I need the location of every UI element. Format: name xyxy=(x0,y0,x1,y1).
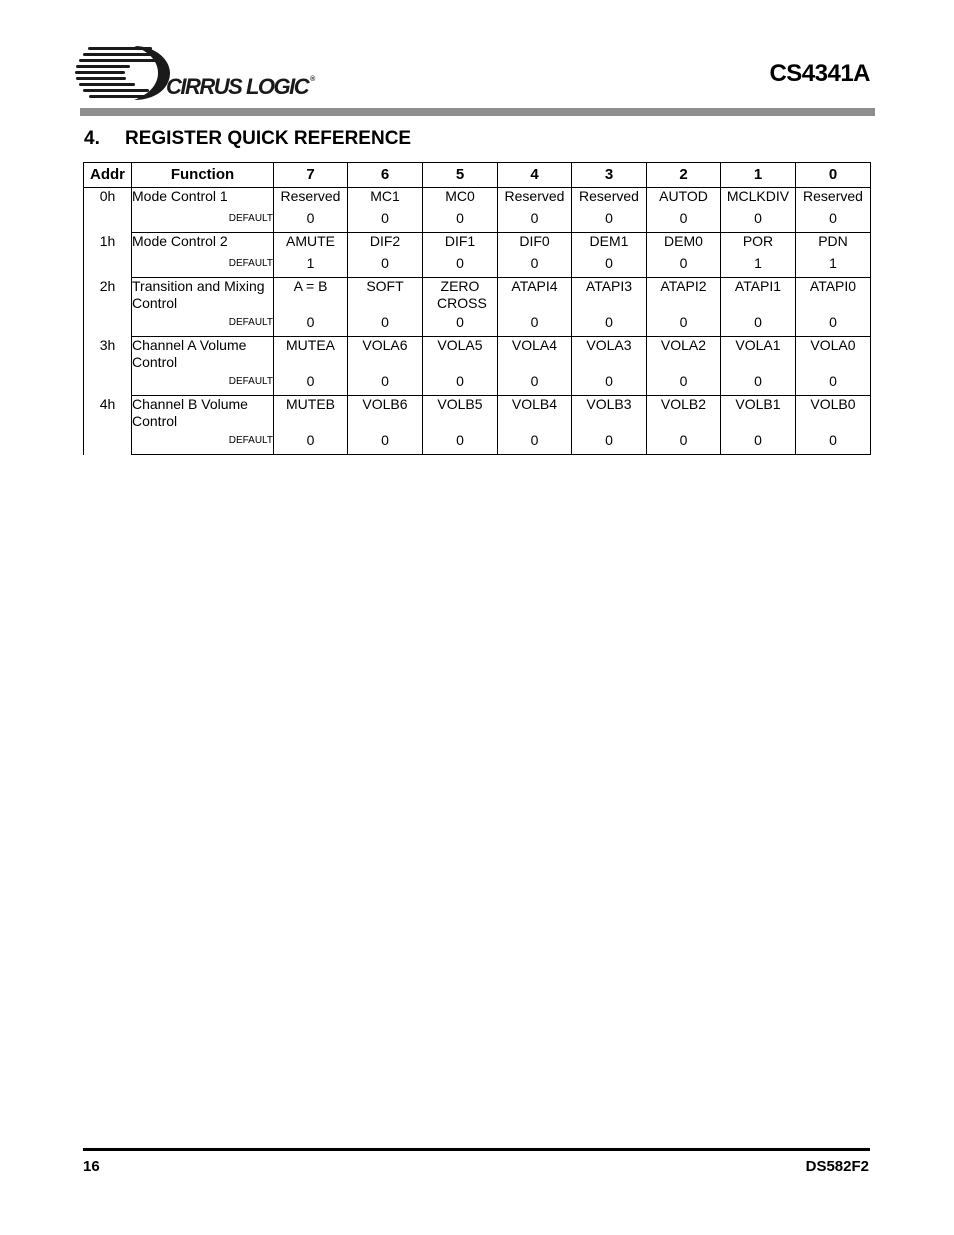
default-value: 0 xyxy=(274,432,348,455)
bit-name: DEM0 xyxy=(647,233,721,256)
register-function: Channel B Volume Control xyxy=(132,396,274,433)
bit-name: DIF0 xyxy=(498,233,572,256)
bit-name: VOLA1 xyxy=(721,337,796,374)
default-value: 0 xyxy=(423,432,498,455)
default-value: 0 xyxy=(348,314,423,337)
page-number: 16 xyxy=(83,1158,100,1175)
default-row xyxy=(84,373,871,396)
default-row xyxy=(84,255,871,278)
default-row xyxy=(84,432,871,455)
bit-name: VOLA4 xyxy=(498,337,572,374)
default-label: DEFAULT xyxy=(132,314,274,337)
bit-name: VOLB0 xyxy=(796,396,871,433)
default-label: DEFAULT xyxy=(132,432,274,455)
bit-name: ZERO CROSS xyxy=(423,278,498,315)
bit-name: AMUTE xyxy=(274,233,348,256)
bit-name: DIF1 xyxy=(423,233,498,256)
footer-rule xyxy=(83,1148,870,1151)
default-value: 0 xyxy=(796,432,871,455)
default-value: 1 xyxy=(721,255,796,278)
register-row xyxy=(84,278,871,315)
header-bit-5: 5 xyxy=(423,163,498,188)
default-value: 1 xyxy=(274,255,348,278)
default-value: 0 xyxy=(796,314,871,337)
default-label: DEFAULT xyxy=(132,210,274,233)
header-bit-0: 0 xyxy=(796,163,871,188)
default-value: 0 xyxy=(721,210,796,233)
default-value: 0 xyxy=(647,432,721,455)
default-value: 0 xyxy=(348,432,423,455)
default-value: 0 xyxy=(721,373,796,396)
bit-name: VOLB2 xyxy=(647,396,721,433)
bit-name: VOLB1 xyxy=(721,396,796,433)
header-bit-4: 4 xyxy=(498,163,572,188)
bit-name: MC1 xyxy=(348,188,423,211)
bit-name: SOFT xyxy=(348,278,423,315)
bit-name: DIF2 xyxy=(348,233,423,256)
register-address: 1h xyxy=(84,233,132,278)
default-value: 0 xyxy=(498,314,572,337)
register-row xyxy=(84,188,871,211)
default-value: 0 xyxy=(796,373,871,396)
bit-name: VOLA6 xyxy=(348,337,423,374)
bit-name: VOLA2 xyxy=(647,337,721,374)
default-value: 0 xyxy=(572,314,647,337)
default-label: DEFAULT xyxy=(132,255,274,278)
default-value: 0 xyxy=(647,314,721,337)
default-value: 0 xyxy=(721,314,796,337)
register-function: Mode Control 2 xyxy=(132,233,274,256)
default-value: 0 xyxy=(274,373,348,396)
default-value: 0 xyxy=(348,373,423,396)
cirrus-logic-logo xyxy=(74,44,334,102)
default-value: 0 xyxy=(647,255,721,278)
default-value: 0 xyxy=(348,255,423,278)
default-value: 0 xyxy=(572,255,647,278)
section-heading: REGISTER QUICK REFERENCE xyxy=(125,128,412,149)
header-bit-7: 7 xyxy=(274,163,348,188)
table-header-row xyxy=(84,163,871,188)
bit-name: ATAPI4 xyxy=(498,278,572,315)
part-number: CS4341A xyxy=(769,60,870,87)
register-address: 2h xyxy=(84,278,132,337)
header-addr: Addr xyxy=(84,163,132,188)
header-bit-6: 6 xyxy=(348,163,423,188)
default-value: 0 xyxy=(572,210,647,233)
register-function: Transition and Mixing Control xyxy=(132,278,274,315)
bit-name: Reserved xyxy=(796,188,871,211)
default-value: 0 xyxy=(572,432,647,455)
default-value: 0 xyxy=(721,432,796,455)
bit-name: ATAPI2 xyxy=(647,278,721,315)
register-table xyxy=(83,162,871,455)
default-value: 0 xyxy=(572,373,647,396)
default-row xyxy=(84,210,871,233)
bit-name: Reserved xyxy=(498,188,572,211)
default-value: 1 xyxy=(796,255,871,278)
bit-name: ATAPI0 xyxy=(796,278,871,315)
bit-name: VOLB4 xyxy=(498,396,572,433)
register-address: 0h xyxy=(84,188,132,233)
register-row xyxy=(84,337,871,374)
header-bit-3: 3 xyxy=(572,163,647,188)
bit-name: MC0 xyxy=(423,188,498,211)
bit-name: DEM1 xyxy=(572,233,647,256)
bit-name: POR xyxy=(721,233,796,256)
default-value: 0 xyxy=(274,314,348,337)
bit-name: ATAPI1 xyxy=(721,278,796,315)
bit-name: MUTEA xyxy=(274,337,348,374)
bit-name: VOLA3 xyxy=(572,337,647,374)
default-value: 0 xyxy=(423,373,498,396)
register-row xyxy=(84,233,871,256)
header-bit-2: 2 xyxy=(647,163,721,188)
bit-name: VOLB6 xyxy=(348,396,423,433)
bit-name: Reserved xyxy=(274,188,348,211)
brand-wordmark: CIRRUS LOGIC ® xyxy=(166,74,316,99)
default-value: 0 xyxy=(647,210,721,233)
bit-name: VOLA5 xyxy=(423,337,498,374)
bit-name: VOLB3 xyxy=(572,396,647,433)
register-function: Channel A Volume Control xyxy=(132,337,274,374)
default-value: 0 xyxy=(498,255,572,278)
default-value: 0 xyxy=(423,210,498,233)
default-value: 0 xyxy=(423,314,498,337)
register-address: 4h xyxy=(84,396,132,455)
header-function: Function xyxy=(132,163,274,188)
register-address: 3h xyxy=(84,337,132,396)
default-value: 0 xyxy=(348,210,423,233)
register-row xyxy=(84,396,871,433)
default-label: DEFAULT xyxy=(132,373,274,396)
section-title xyxy=(84,128,411,150)
bit-name: AUTOD xyxy=(647,188,721,211)
bit-name: PDN xyxy=(796,233,871,256)
bit-name: A = B xyxy=(274,278,348,315)
bit-name: ATAPI3 xyxy=(572,278,647,315)
bit-name: MUTEB xyxy=(274,396,348,433)
header-rule xyxy=(80,108,875,116)
bit-name: Reserved xyxy=(572,188,647,211)
bit-name: VOLA0 xyxy=(796,337,871,374)
default-value: 0 xyxy=(796,210,871,233)
document-code: DS582F2 xyxy=(805,1158,869,1175)
section-number: 4. xyxy=(84,128,100,149)
default-value: 0 xyxy=(498,432,572,455)
default-row xyxy=(84,314,871,337)
bit-name: MCLKDIV xyxy=(721,188,796,211)
register-function: Mode Control 1 xyxy=(132,188,274,211)
default-value: 0 xyxy=(498,210,572,233)
default-value: 0 xyxy=(498,373,572,396)
bit-name: VOLB5 xyxy=(423,396,498,433)
default-value: 0 xyxy=(274,210,348,233)
default-value: 0 xyxy=(647,373,721,396)
default-value: 0 xyxy=(423,255,498,278)
header-bit-1: 1 xyxy=(721,163,796,188)
